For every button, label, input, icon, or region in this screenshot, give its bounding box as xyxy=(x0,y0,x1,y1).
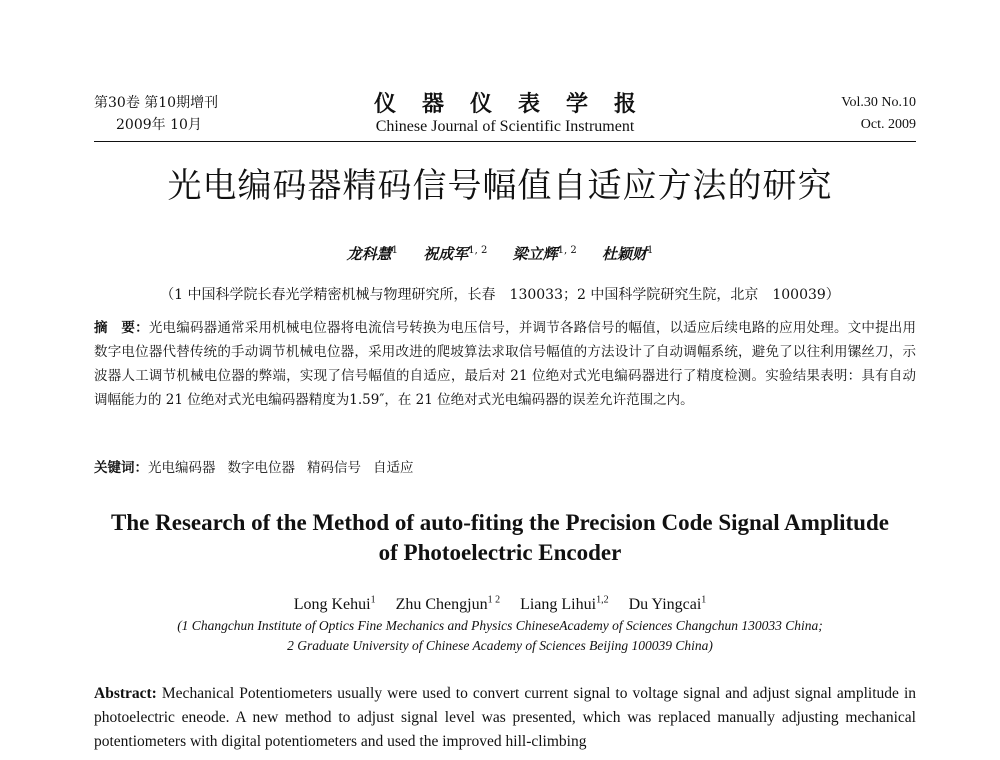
journal-name-cn: 仪器仪表学报 xyxy=(373,91,662,117)
volume-issue-en: Vol.30 No.10 xyxy=(841,95,916,110)
author-en: Du Yingcai$^1$ xyxy=(628,595,707,614)
keyword: 自适应 xyxy=(373,460,414,476)
date-en: Oct. 2009 xyxy=(860,117,916,132)
keyword: 精码信号 xyxy=(307,460,361,476)
abstract-cn-label: 摘 要： xyxy=(94,320,149,336)
author-cn: 龙科慧$^1$ xyxy=(346,245,399,263)
header-rule xyxy=(94,141,916,142)
paper-title-cn: 光电编码器精码信号幅值自适应方法的研究 xyxy=(167,166,833,206)
abstract-cn xyxy=(94,316,916,412)
volume-issue-cn: 第30卷 第10期增刊 xyxy=(94,95,219,111)
authors-en xyxy=(0,590,1000,616)
keywords-cn-label: 关键词： xyxy=(94,460,148,476)
affiliation-en-line1: (1 Changchun Institute of Optics Fine Mechanics and Physics ChineseAcademy of Sciences Changchun 130033 China; xyxy=(177,618,823,633)
author-cn: 祝成军$^{1, 2}$ xyxy=(423,245,488,263)
header-center xyxy=(94,92,916,138)
abstract-en xyxy=(94,682,916,754)
abstract-en-label: Abstract: xyxy=(94,685,157,702)
keyword: 光电编码器 xyxy=(148,460,216,476)
affiliation-en xyxy=(0,616,1000,656)
title-en-line1: The Research of the Method of auto-fiting the Precision Code Signal Amplitude xyxy=(111,510,889,535)
keywords-cn xyxy=(94,456,916,480)
author-cn: 梁立辉$^{1, 2}$ xyxy=(512,245,577,263)
affiliation-cn: （1 中国科学院长春光学精密机械与物理研究所，长春 130033；2 中国科学院研究生院，北京 100039） xyxy=(160,287,840,303)
journal-header xyxy=(94,92,916,142)
affiliation-en-line2: 2 Graduate University of Chinese Academy of Sciences Beijing 100039 China) xyxy=(287,638,713,653)
abstract-en-text: Mechanical Potentiometers usually were used to convert current signal to voltage signal and adjust signal amplitude in photoelectric eneode. A new method to adjust signal level was presented, which was replaced manually adjusting mechanical potentiometers with digital potentiometers and used the improved hill-climbing xyxy=(94,685,916,750)
author-cn: 杜颖财$^1$ xyxy=(601,245,654,263)
title-en-line2: of Photoelectric Encoder xyxy=(378,540,622,565)
author-en: Zhu Chengjun$^{1 2}$ xyxy=(395,595,501,614)
header-right xyxy=(841,92,916,136)
paper-title-en xyxy=(60,508,940,568)
journal-name-en: Chinese Journal of Scientific Instrument xyxy=(375,118,635,135)
authors-cn xyxy=(0,240,1000,265)
author-en: Long Kehui$^1$ xyxy=(293,595,376,614)
author-en: Liang Lihui$^{1,2}$ xyxy=(520,595,609,614)
date-cn: 2009年 10月 xyxy=(116,117,202,133)
abstract-cn-text: 光电编码器通常采用机械电位器将电流信号转换为电压信号，并调节各路信号的幅值，以适应后续电路的应用处理。文中提出用数字电位器代替传统的手动调节机械电位器，采用改进的爬坡算法求取信号幅值的方法设计了自动调幅系统，避免了以往利用镙丝刀，示波器人工调节机械电位器的弊端，实现了信号幅值的自适应，最后对 21 位绝对式光电编码器进行了精度检测。实验结果表明：具有自动调幅能力的 21 位绝对式光电编码器精度为1.59″，在 21 位绝对式光电编码器的误差允许范围之内。 xyxy=(94,320,917,408)
keyword: 数字电位器 xyxy=(227,460,295,476)
